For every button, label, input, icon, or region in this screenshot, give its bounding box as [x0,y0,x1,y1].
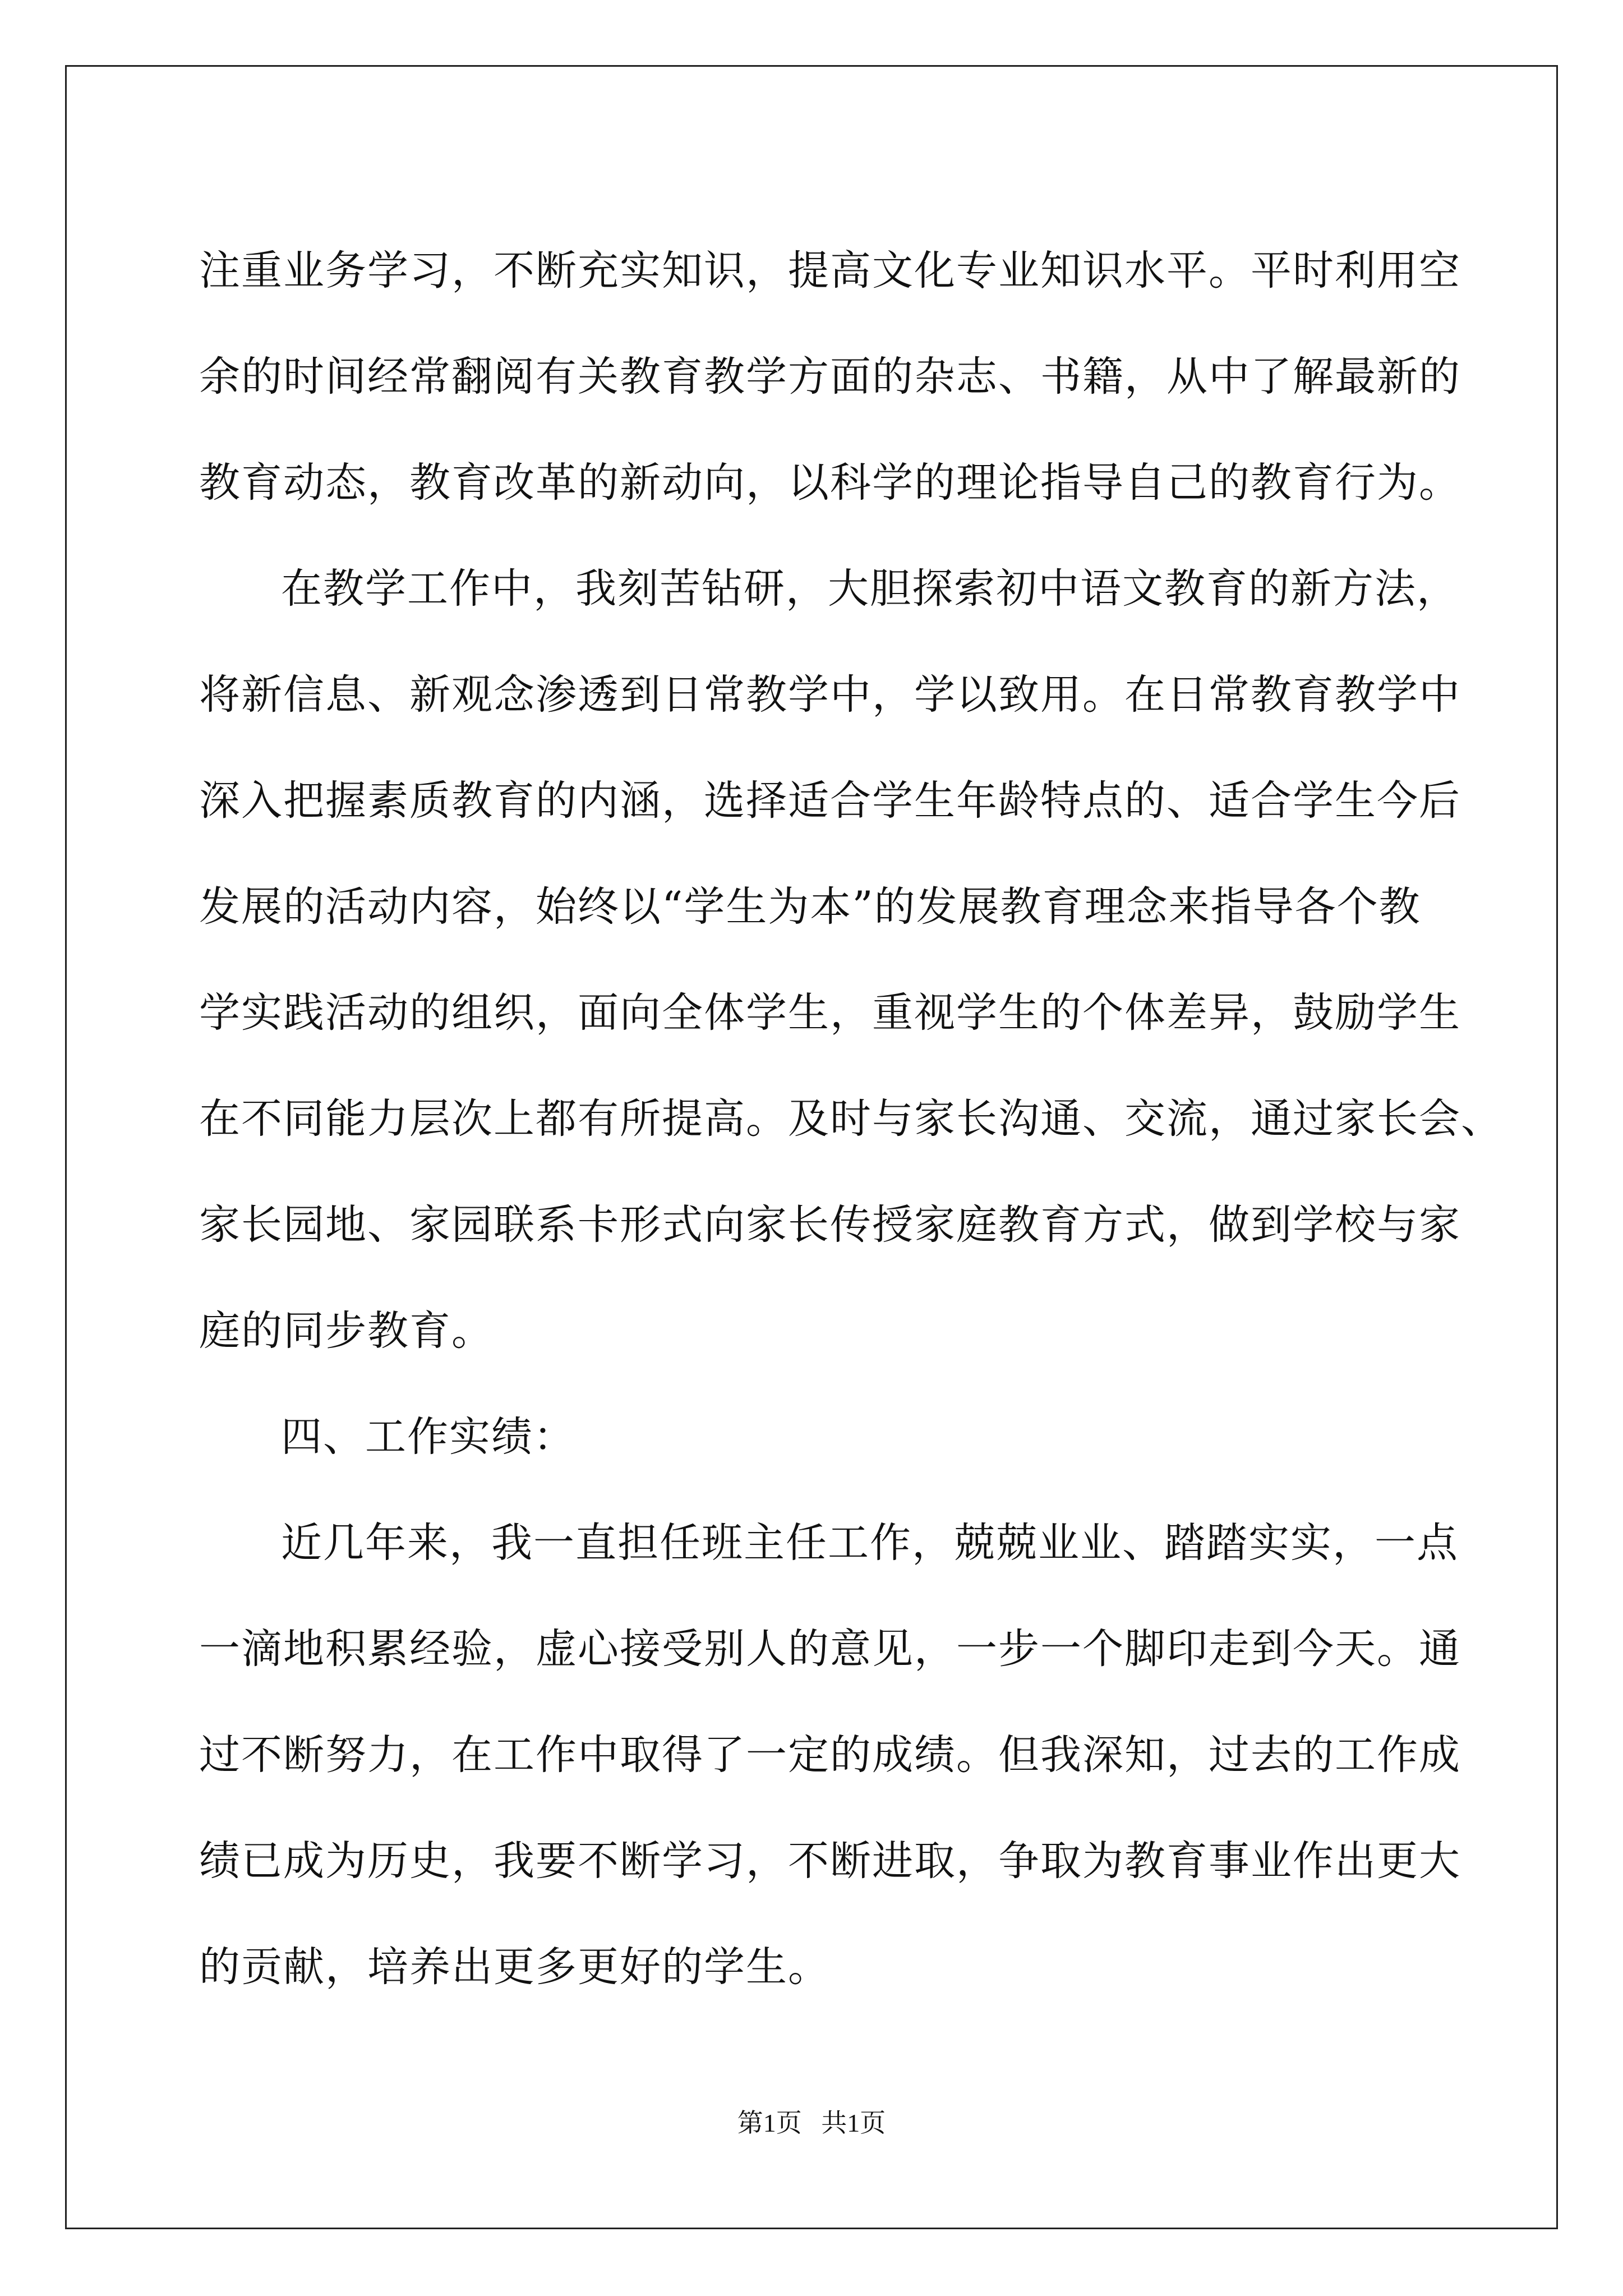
text-line: 庭的同步教育。 [199,1307,494,1355]
document-body [199,218,1503,2020]
text-line: 家长园地、家园联系卡形式向家长传授家庭教育方式，做到学校与家 [199,1201,1461,1249]
text-line: 发展的活动内容，始终以“学生为本”的发展教育理念来指导各个教 [199,883,1421,931]
text-line: 绩已成为历史，我要不断学习，不断进取，争取为教育事业作出更大 [199,1837,1461,1885]
text-line: 在教学工作中，我刻苦钻研，大胆探索初中语文教育的新方法， [281,565,1459,613]
section-heading: 四、工作实绩： [281,1413,575,1461]
text-line: 教育动态，教育改革的新动向，以科学的理论指导自己的教育行为。 [199,459,1461,507]
text-line: 注重业务学习，不断充实知识，提高文化专业知识水平。平时利用空 [199,247,1461,295]
text-line: 过不断努力，在工作中取得了一定的成绩。但我深知，过去的工作成 [199,1731,1461,1779]
text-line: 深入把握素质教育的内涵，选择适合学生年龄特点的、适合学生今后 [199,777,1461,825]
page-number-footer: 第1页 共1页 [737,2109,886,2137]
text-line: 学实践活动的组织，面向全体学生，重视学生的个体差异，鼓励学生 [199,989,1461,1037]
text-line: 将新信息、新观念渗透到日常教学中，学以致用。在日常教育教学中 [199,671,1461,719]
text-line: 的贡献，培养出更多更好的学生。 [199,1943,830,1991]
text-line: 在不同能力层次上都有所提高。及时与家长沟通、交流，通过家长会、 [199,1095,1503,1143]
text-line: 一滴地积累经验，虚心接受别人的意见，一步一个脚印走到今天。通 [199,1625,1461,1673]
text-line: 近几年来，我一直担任班主任工作，兢兢业业、踏踏实实，一点 [281,1519,1459,1567]
text-line: 余的时间经常翻阅有关教育教学方面的杂志、书籍，从中了解最新的 [199,353,1461,401]
